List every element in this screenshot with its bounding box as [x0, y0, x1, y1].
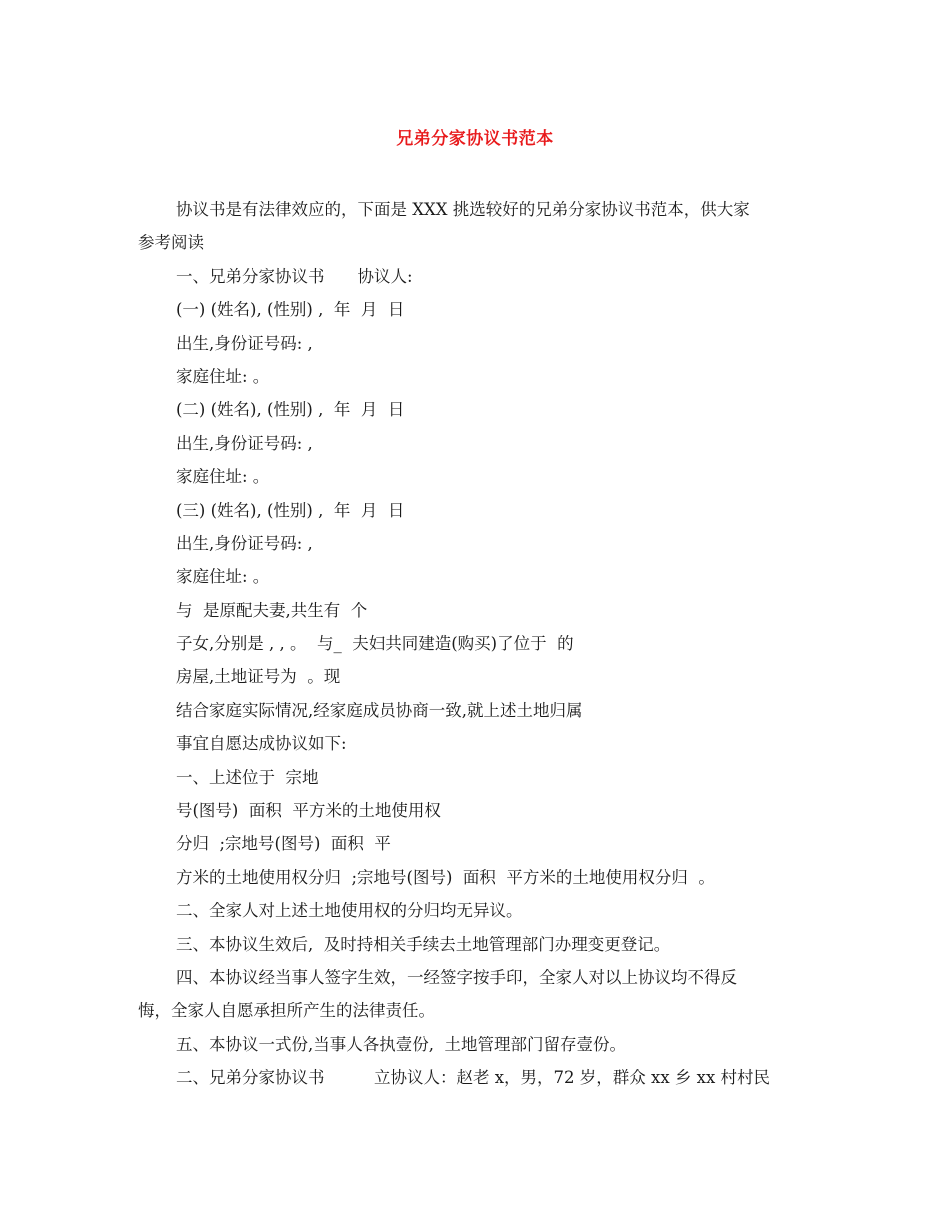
paragraph-line: (三) (姓名), (性别) , 年 月 日 [176, 500, 405, 520]
paragraph-line: 结合家庭实际情况,经家庭成员协商一致,就上述土地归属 [176, 700, 583, 720]
paragraph-line: 分归 ;宗地号(图号) 面积 平 [176, 834, 391, 854]
paragraph-line: 悔，全家人自愿承担所产生的法律责任。 [138, 1001, 435, 1021]
document-title: 兄弟分家协议书范本 [396, 129, 554, 149]
paragraph-line: 事宜自愿达成协议如下: [176, 734, 347, 754]
paragraph-line: 家庭住址: 。 [176, 467, 270, 487]
paragraph-line: 协议书是有法律效应的，下面是 XXX 挑选较好的兄弟分家协议书范本，供大家 [176, 200, 750, 219]
paragraph-line: (一) (姓名), (性别) , 年 月 日 [176, 300, 405, 320]
paragraph-line: 号(图号) 面积 平方米的土地使用权 [176, 801, 441, 821]
paragraph-line: 五、本协议一式份,当事人各执壹份, 土地管理部门留存壹份。 [176, 1034, 626, 1054]
paragraph-line: 出生,身份证号码: , [176, 433, 313, 453]
paragraph-line: 三、本协议生效后, 及时持相关手续去土地管理部门办理变更登记。 [176, 934, 671, 954]
paragraph-line: 二、全家人对上述土地使用权的分归均无异议。 [176, 901, 523, 921]
paragraph-line: 出生,身份证号码: , [176, 333, 313, 353]
paragraph-line: (二) (姓名), (性别) , 年 月 日 [176, 400, 405, 420]
paragraph-line: 四、本协议经当事人签字生效，一经签字按手印，全家人对以上协议均不得反 [176, 967, 737, 987]
paragraph-line: 方米的土地使用权分归 ;宗地号(图号) 面积 平方米的土地使用权分归 。 [176, 867, 715, 887]
paragraph-line: 子女,分别是 , , 。 与_ 夫妇共同建造(购买)了位于 的 [176, 634, 574, 654]
paragraph-line: 一、兄弟分家协议书 协议人: [176, 266, 413, 286]
paragraph-line: 一、上述位于 宗地 [176, 767, 319, 787]
paragraph-line: 出生,身份证号码: , [176, 533, 313, 553]
paragraph-line: 二、兄弟分家协议书 立协议人：赵老 x，男，72 岁，群众 xx 乡 xx 村村民 [176, 1068, 770, 1088]
paragraph-line: 与 是原配夫妻,共生有 个 [176, 600, 368, 620]
document-body [138, 193, 814, 1095]
paragraph-line: 家庭住址: 。 [176, 567, 270, 587]
paragraph-line: 家庭住址: 。 [176, 366, 270, 386]
paragraph-line: 房屋,土地证号为 。现 [176, 667, 341, 687]
paragraph-line: 参考阅读 [138, 233, 204, 253]
